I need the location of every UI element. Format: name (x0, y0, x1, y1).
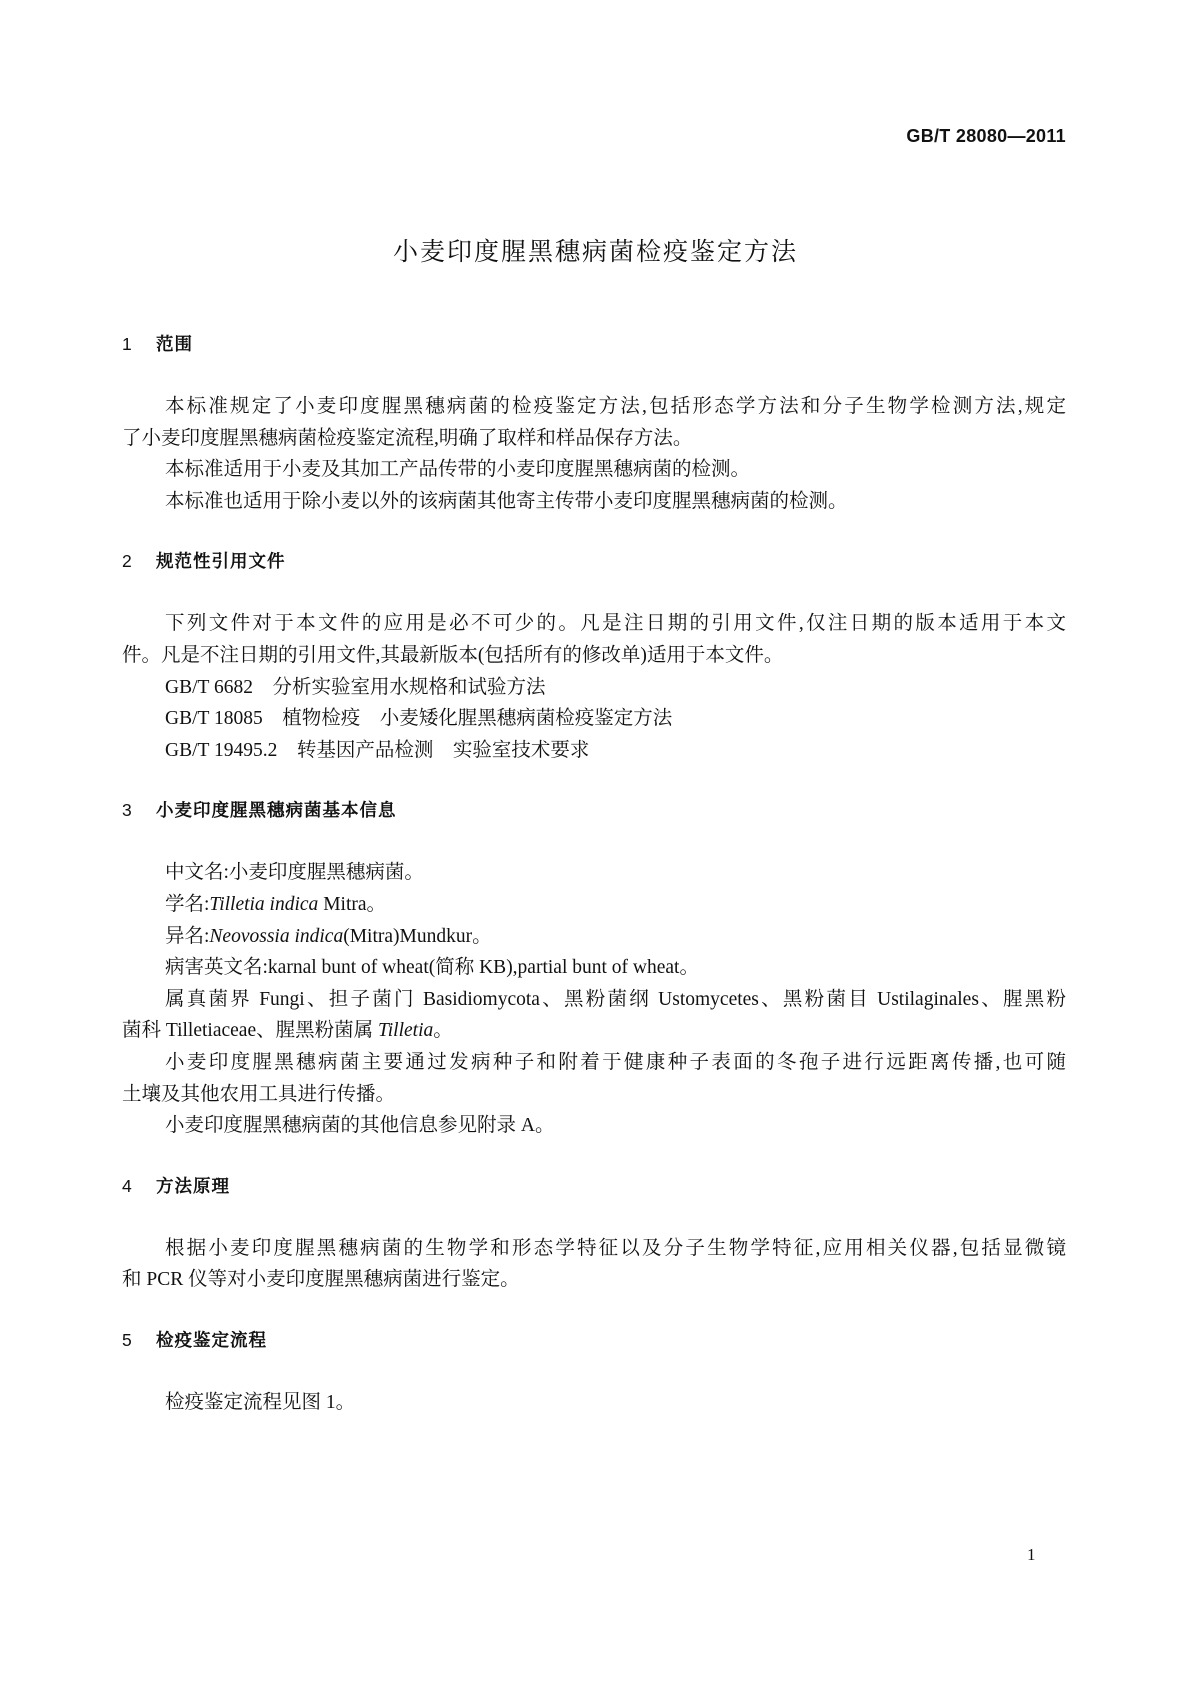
text-line (122, 1387, 1066, 1419)
text-segment: 。 (433, 1020, 453, 1042)
text-line (122, 1015, 1066, 1047)
text-segment: (Mitra)Mundkur。 (343, 925, 492, 947)
section-3 (122, 794, 1066, 1141)
text-segment: 属真菌界 Fungi、担子菌门 Basidiomycota、黑粉菌纲 Ustomycetes、黑粉菌目 Ustilaginales、腥黑粉 (165, 988, 1066, 1010)
text-line (122, 1264, 1066, 1296)
text-line (122, 454, 1066, 486)
text-line (122, 703, 1066, 735)
section-heading (122, 1170, 1066, 1202)
text-line (122, 640, 1066, 672)
text-line (122, 608, 1066, 640)
text-line (122, 921, 1066, 953)
text-line (122, 857, 1066, 889)
section-2 (122, 545, 1066, 766)
text-segment: 中文名:小麦印度腥黑穗病菌。 (165, 862, 424, 884)
text-segment: 异名: (165, 925, 210, 947)
text-segment: 了小麦印度腥黑穗病菌检疫鉴定流程,明确了取样和样品保存方法。 (122, 427, 693, 449)
text-line (122, 1110, 1066, 1142)
text-segment: 小麦印度腥黑穗病菌的其他信息参见附录 A。 (165, 1115, 555, 1137)
document-title: 小麦印度腥黑穗病菌检疫鉴定方法 (392, 238, 798, 266)
text-segment: 本标准规定了小麦印度腥黑穗病菌的检疫鉴定方法,包括形态学方法和分子生物学检测方法,规定 (165, 396, 1066, 417)
text-segment: 根据小麦印度腥黑穗病菌的生物学和形态学特征以及分子生物学特征,应用相关仪器,包括显微镜 (165, 1237, 1066, 1259)
text-segment: 土壤及其他农用工具进行传播。 (122, 1083, 396, 1105)
section-number: 3 (122, 800, 133, 821)
text-segment: 小麦印度腥黑穗病菌主要通过发病种子和附着于健康种子表面的冬孢子进行远距离传播,也可随 (165, 1051, 1066, 1073)
text-segment: 本标准适用于小麦及其加工产品传带的小麦印度腥黑穗病菌的检测。 (165, 459, 751, 481)
text-segment: GB/T 18085 植物检疫 小麦矮化腥黑穗病菌检疫鉴定方法 (165, 708, 673, 730)
text-line (122, 889, 1066, 921)
text-line (122, 423, 1066, 455)
text-segment: 检疫鉴定流程见图 1。 (165, 1391, 356, 1413)
section-number: 2 (122, 551, 133, 572)
section-heading (122, 794, 1066, 826)
italic-species-name: Neovossia indica (209, 925, 344, 947)
section-heading (122, 545, 1066, 577)
text-segment: Mitra。 (318, 893, 387, 915)
section-title: 检疫鉴定流程 (156, 1329, 267, 1350)
italic-species-name: Tilletia (378, 1020, 434, 1042)
standard-code: GB/T 28080—2011 (906, 126, 1066, 146)
text-line (122, 952, 1066, 984)
section-4 (122, 1170, 1066, 1296)
section-title: 小麦印度腥黑穗病菌基本信息 (156, 800, 397, 821)
text-line (122, 672, 1066, 704)
section-1 (122, 328, 1066, 517)
page-number: 1 (1027, 1545, 1036, 1564)
section-title: 方法原理 (156, 1175, 230, 1196)
section-number: 1 (122, 334, 133, 354)
section-number: 4 (122, 1175, 133, 1196)
section-5 (122, 1324, 1066, 1419)
text-line (122, 735, 1066, 767)
text-line (122, 486, 1066, 518)
text-line (122, 1047, 1066, 1079)
section-heading (122, 1324, 1066, 1356)
italic-species-name: Tilletia indica (209, 893, 319, 915)
document-body (122, 328, 1066, 1446)
text-segment: 病害英文名:karnal bunt of wheat(简称 KB),partial bunt of wheat。 (165, 957, 699, 979)
text-line (122, 1233, 1066, 1265)
text-segment: 本标准也适用于除小麦以外的该病菌其他寄主传带小麦印度腥黑穗病菌的检测。 (165, 490, 848, 512)
text-segment: 学名: (165, 893, 210, 915)
text-segment: 和 PCR 仪等对小麦印度腥黑穗病菌进行鉴定。 (122, 1269, 520, 1291)
text-segment: 件。凡是不注日期的引用文件,其最新版本(包括所有的修改单)适用于本文件。 (122, 644, 784, 666)
text-segment: 下列文件对于本文件的应用是必不可少的。凡是注日期的引用文件,仅注日期的版本适用于本文 (165, 613, 1066, 635)
section-title: 范围 (156, 334, 193, 354)
section-heading (122, 328, 1066, 360)
text-segment: GB/T 19495.2 转基因产品检测 实验室技术要求 (165, 739, 590, 761)
text-segment: GB/T 6682 分析实验室用水规格和试验方法 (165, 676, 546, 698)
text-line (122, 1079, 1066, 1111)
text-segment: 菌科 Tilletiaceae、腥黑粉菌属 (122, 1020, 378, 1042)
text-line (122, 391, 1066, 423)
section-title: 规范性引用文件 (156, 551, 286, 572)
text-line (122, 984, 1066, 1016)
section-number: 5 (122, 1329, 133, 1350)
